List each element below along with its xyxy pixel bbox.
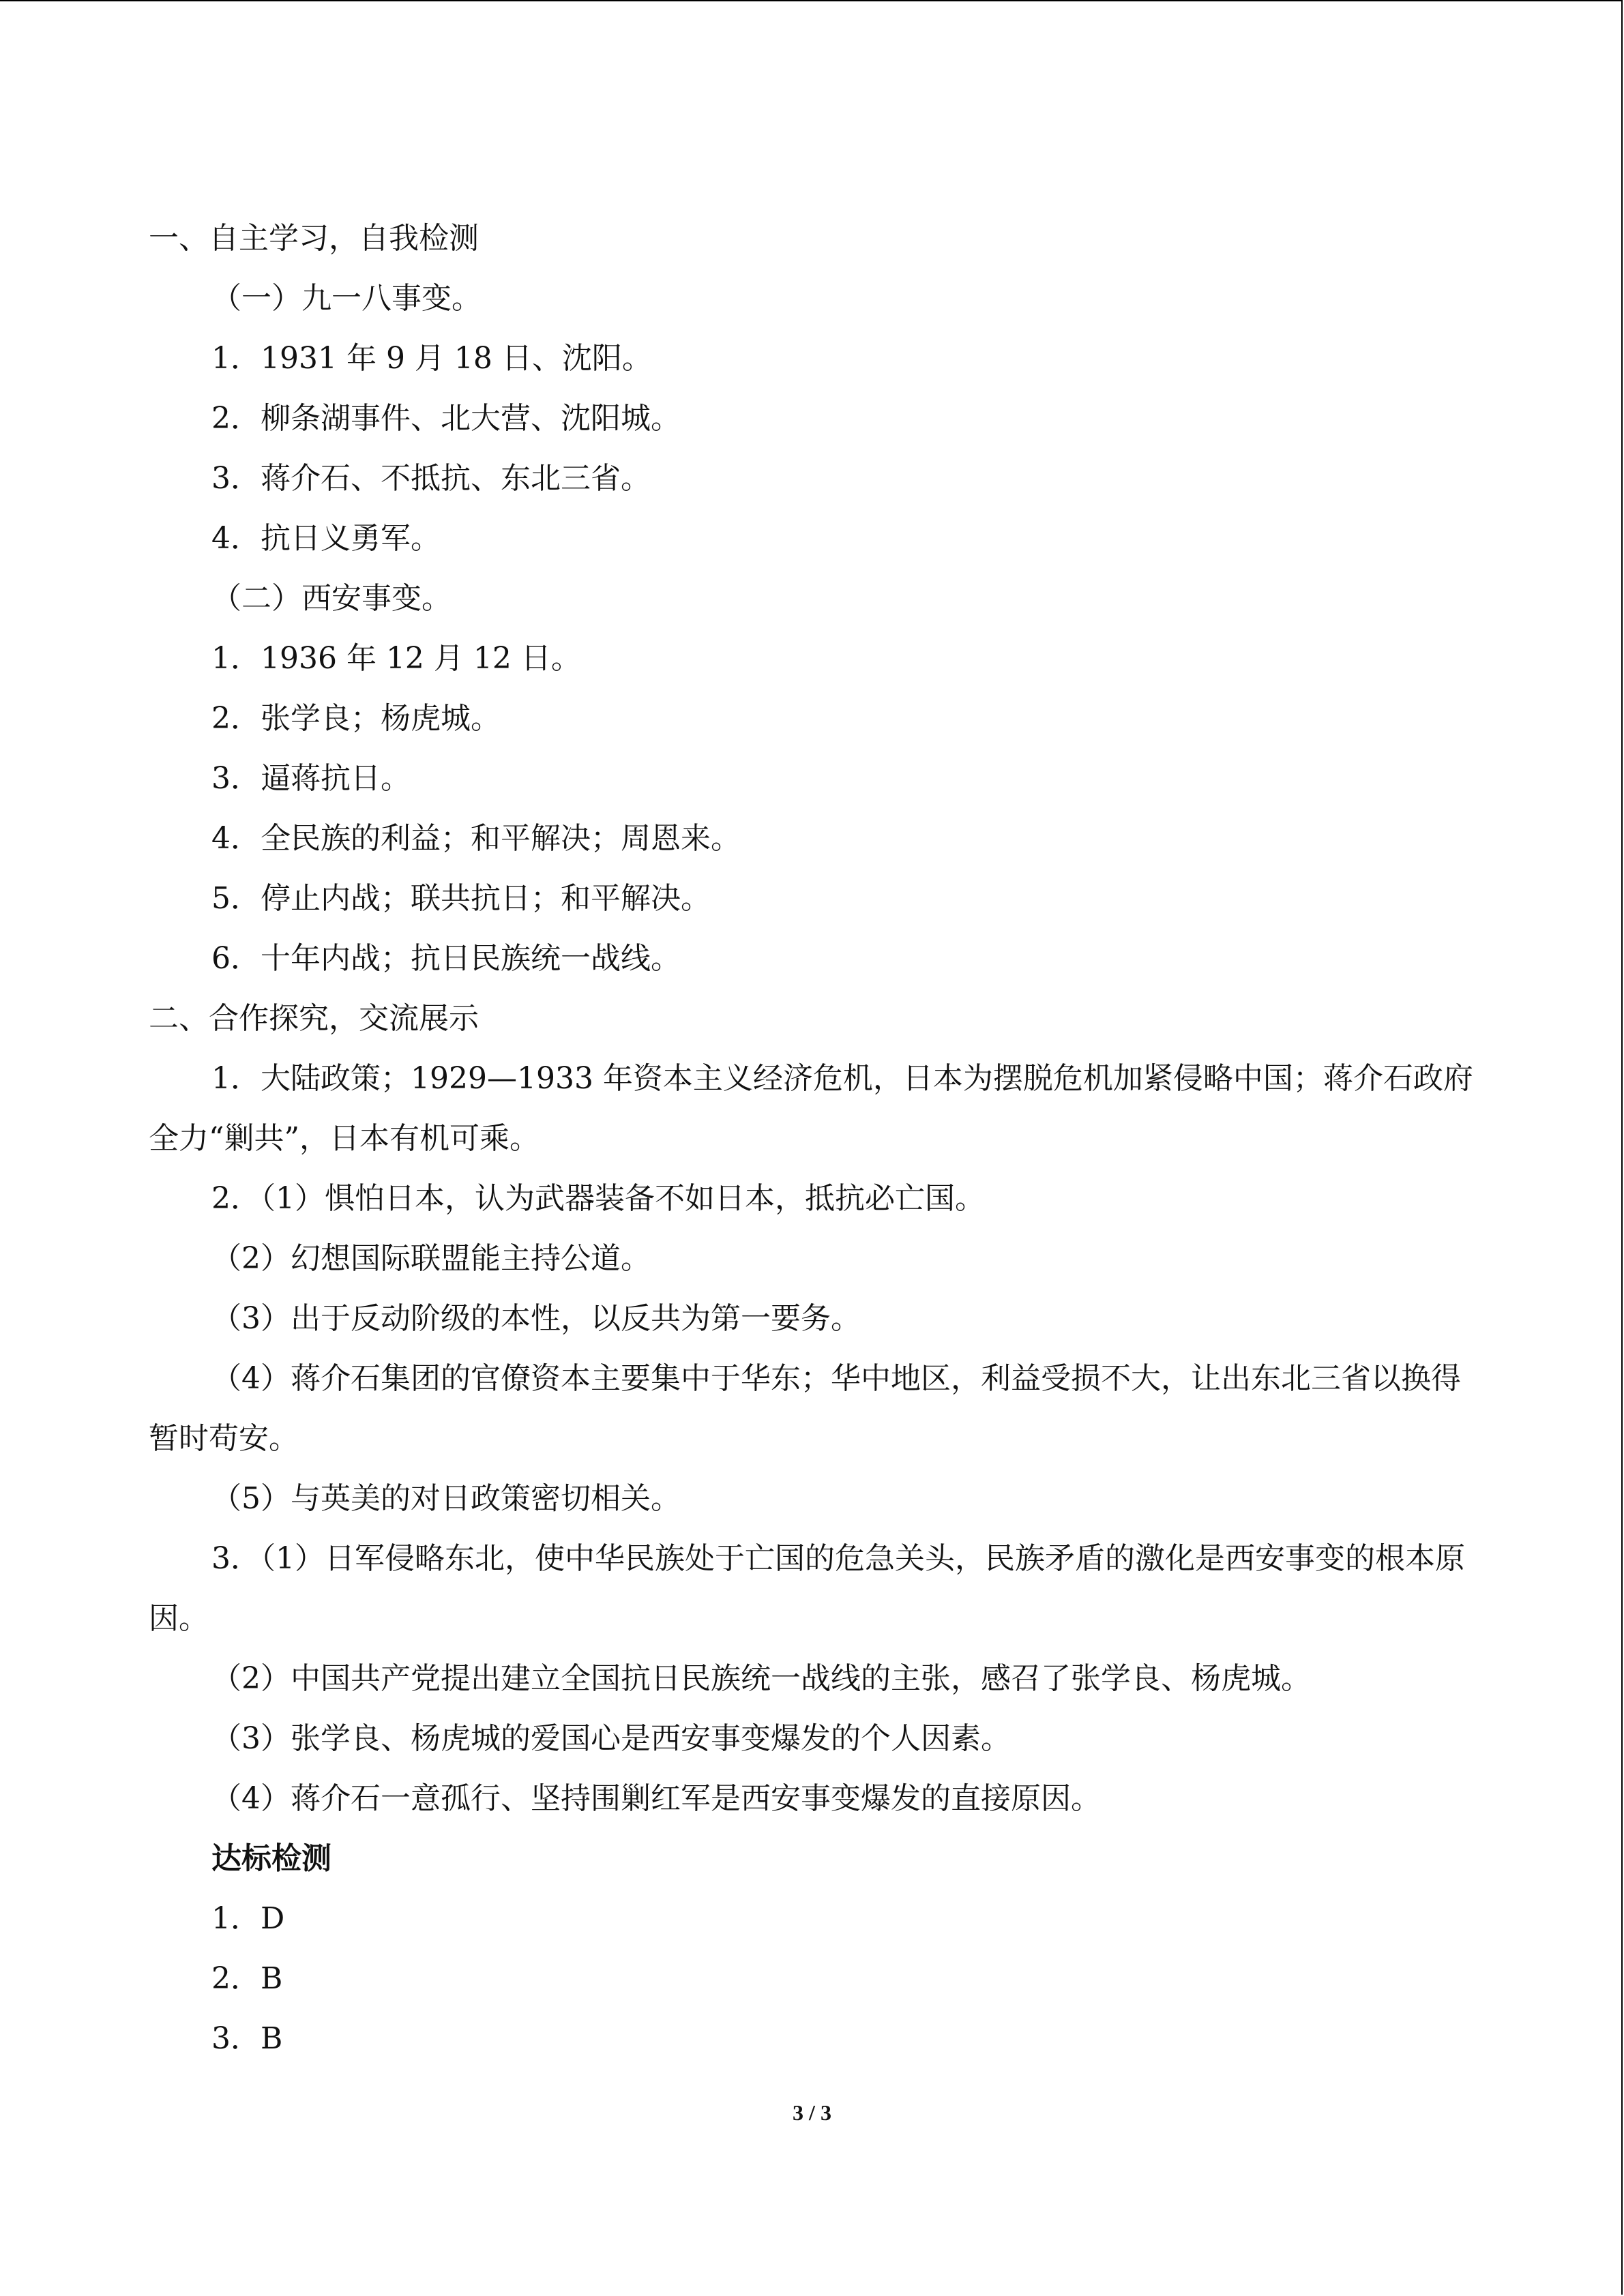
answer-item: 3．B [211, 2021, 283, 2056]
list-item: 5．停止内战；联共抗日；和平解决。 [211, 881, 711, 916]
list-item: 2．（1）惧怕日本，认为武器装备不如日本，抵抗必亡国。 [211, 1181, 985, 1216]
list-item: 3．蒋介石、不抵抗、东北三省。 [211, 461, 651, 496]
list-item: （2）中国共产党提出建立全国抗日民族统一战线的主张，感召了张学良、杨虎城。 [211, 1661, 1311, 1696]
paragraph: 1．大陆政策；1929—1933 年资本主义经济危机，日本为摆脱危机加紧侵略中国；蒋介石政府全力“剿共”，日本有机可乘。 [149, 1061, 1473, 1156]
list-item: （3）出于反动阶级的本性，以反共为第一要务。 [211, 1301, 861, 1336]
section-heading: 二、合作探究，交流展示 [149, 1001, 479, 1036]
list-item: （4）蒋介石一意孤行、坚持围剿红军是西安事变爆发的直接原因。 [211, 1781, 1101, 1816]
document-body [149, 209, 1475, 2069]
list-item: （3）张学良、杨虎城的爱国心是西安事变爆发的个人因素。 [211, 1721, 1011, 1756]
list-item: 2．张学良；杨虎城。 [211, 701, 501, 736]
answer-item: 2．B [211, 1961, 283, 1996]
list-item: 3．逼蒋抗日。 [211, 761, 411, 796]
check-heading: 达标检测 [211, 1841, 331, 1876]
paragraph: 3．（1）日军侵略东北，使中华民族处于亡国的危急关头，民族矛盾的激化是西安事变的根本原因。 [149, 1541, 1465, 1636]
list-item: 4．全民族的利益；和平解决；周恩来。 [211, 821, 741, 856]
subsection-heading: （一）九一八事变。 [211, 281, 482, 316]
list-item: 1．1931 年 9 月 18 日、沈阳。 [211, 341, 652, 376]
list-item: （5）与英美的对日政策密切相关。 [211, 1481, 681, 1516]
answer-item: 1．D [211, 1901, 285, 1936]
list-item: 6．十年内战；抗日民族统一战线。 [211, 941, 681, 976]
section-heading: 一、自主学习，自我检测 [149, 221, 479, 256]
subsection-heading: （二）西安事变。 [211, 581, 452, 616]
paragraph: （4）蒋介石集团的官僚资本主要集中于华东；华中地区，利益受损不大，让出东北三省以换得暂时苟安。 [149, 1361, 1461, 1456]
list-item: 2．柳条湖事件、北大营、沈阳城。 [211, 401, 681, 436]
list-item: 1．1936 年 12 月 12 日。 [211, 641, 581, 676]
list-item: 4．抗日义勇军。 [211, 521, 441, 556]
list-item: （2）幻想国际联盟能主持公道。 [211, 1241, 651, 1276]
page-number: 3 / 3 [793, 2100, 831, 2125]
